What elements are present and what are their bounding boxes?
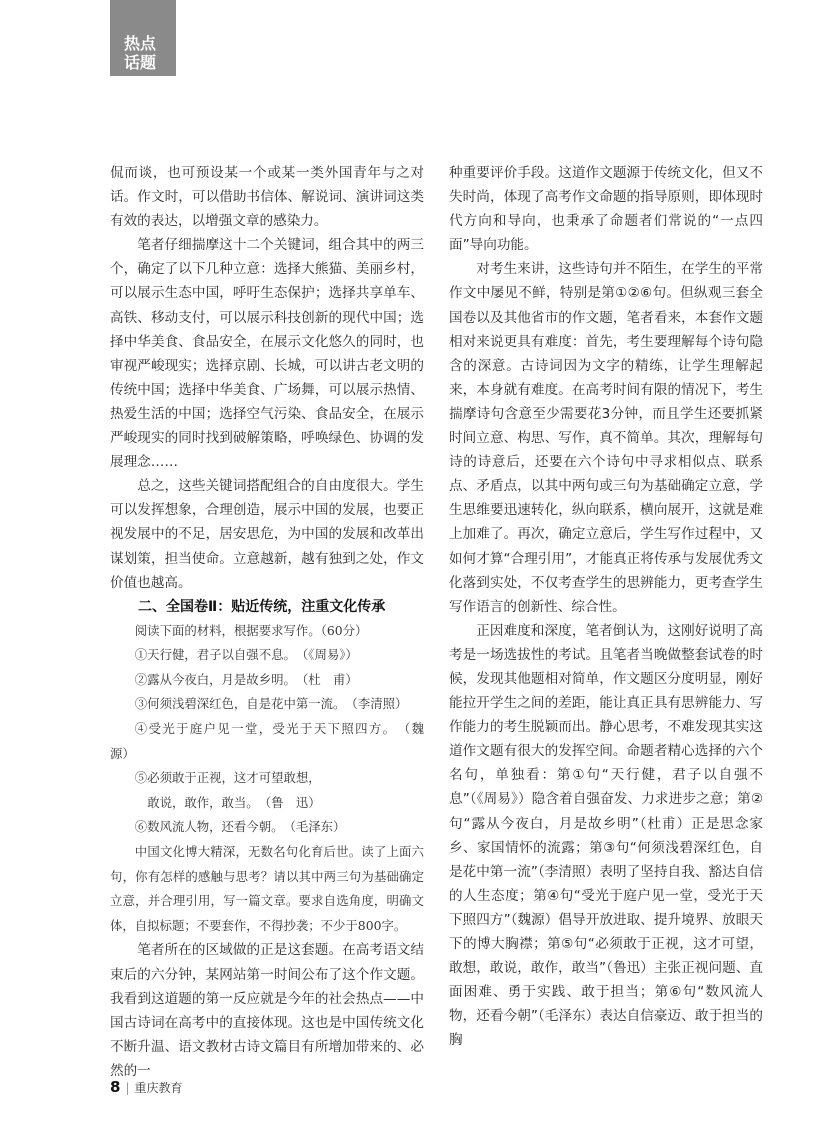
paragraph: 种重要评价手段。这道作文题源于传统文化，但又不失时尚，体现了高考作文命题的指导原则，即体现时代方向和导向，也秉承了命题者们常说的“一点四面”导向功能。 — [449, 165, 763, 254]
footer-divider: | — [125, 1081, 130, 1095]
paragraph: 侃而谈，也可预设某一个或某一类外国青年与之对话。作文时，可以借助书信体、解说词、演讲词这类有效的表达，以增强文章的感染力。 — [110, 165, 424, 230]
paragraph: 笔者所在的区域做的正是这套题。在高考语文结束后的六分钟，某网站第一时间公布了这个作文题。我看到这道题的第一反应就是今年的社会热点——中国古诗词在高考中的直接体现。这也是中国传统文化不断升温、语文教材古诗文篇目有所增加带来的、必然的一 — [110, 942, 424, 1079]
section-tag — [110, 0, 176, 76]
question-intro: 阅读下面的材料，根据要求写作。（60分） — [134, 622, 368, 638]
section-tag-line-2: 话题 — [124, 53, 157, 72]
quote-item: ⑥数风流人物，还看今朝。 （毛泽东） — [134, 819, 346, 835]
page-number: 8 — [110, 1078, 121, 1096]
journal-name: 重庆教育 — [134, 1081, 183, 1095]
paragraph: 笔者仔细揣摩这十二个关键词，组合其中的两三个，确定了以下几种立意：选择大熊猫、美丽乡村，可以展示生态中国，呼吁生态保护；选择共享单车、高铁、移动支付，可以展示科技创新的现代中国；选择中华美食、食品安全，在展示文化悠久的同时，也审视严峻现实；选择京剧、长城，可以讲古老文明的传统中国；选择中华美食、广场舞，可以展示热情、热爱生活的中国；选择空气污染、食品安全，在展示严峻现实的同时找到破解策略，呼唤绿色、协调的发展理念…… — [110, 237, 424, 471]
paragraph: 正因难度和深度，笔者倒认为，这刚好说明了高考是一场选拔性的考试。且笔者当晚做整套试卷的时候，发现其他题相对简单，作文题区分度明显，刚好能拉开学生之间的差距，能让真正具有思辨能力、写作能力的考生脱颖而出。静心思考，不难发现其实这道作文题有很大的发挥空间。命题者精心选择的六个名句，单独看：第①句“天行健，君子以自强不息”（《周易》）隐含着自强奋发、力求进步之意；第②句“露从今夜白，月是故乡明”（杜甫）正是思念家乡、家国情怀的流露；第③句“何须浅碧深红色，自是花中第一流”（李清照）表明了坚持自我、豁达自信的人生态度；第④句“受光于庭户见一堂，受光于天下照四方”（魏源）倡导开放进取、提升境界、放眼天下的博大胸襟；第⑤句“必须敢于正视，这才可望，敢想，敢说，敢作，敢当”（鲁迅）主张正视问题、直面困难、勇于实践、敢于担当；第⑥句“数风流人物，还看今朝”（毛泽东）表达自信豪迈、敢于担当的胸 — [449, 622, 763, 1049]
paragraph: 对考生来讲，这些诗句并不陌生，在学生的平常作文中屡见不鲜，特别是第①②⑥句。但纵观三套全国卷以及其他省市的作文题，笔者看来，本套作文题相对来说更具有难度：首先，考生要理解每个诗句隐含的深意。古诗词因为文字的精练，让学生理解起来，本身就有难度。在高考时间有限的情况下，考生揣摩诗句含意至少需要花3分钟，而且学生还要抓紧时间立意、构思、写作，真不简单。其次，理解每句诗的诗意后，还要在六个诗句中寻求相似点、联系点、矛盾点，以其中两句或三句为基础确定立意，学生思维要迅速转化，纵向联系，横向展开，这就是难上加难了。再次，确定立意后，学生写作过程中，又如何才算“合理引用”，才能真正将传承与发展优秀文化落到实处，不仅考查学生的思辨能力，更考查学生写作语言的创新性、综合性。 — [449, 261, 763, 615]
right-column — [449, 161, 763, 1052]
quote-item: ①天行健，君子以自强不息。 （《周易》） — [134, 647, 358, 663]
paragraph: 总之，这些关键词搭配组合的自由度很大。学生可以发挥想象，合理创造，展示中国的发展，也要正视发展中的不足，居安思危，为中国的发展和改革出谋划策，担当使命。立意越新，越有独到之处，作文价值也越高。 — [110, 478, 424, 591]
page-footer — [110, 1078, 183, 1096]
left-column — [110, 161, 437, 1083]
section-tag-line-1: 热点 — [124, 34, 157, 53]
question-requirements: 中国文化博大精深，无数名句化育后世。读了上面六句，你有怎样的感触与思考？请以其中两三句为基础确定立意，并合理引用，写一篇文章。要求自选角度，明确文体，自拟标题；不要套作，不得抄袭；不少于800字。 — [110, 844, 424, 933]
quote-item: ②露从今夜白，月是故乡明。 （杜 甫） — [134, 671, 358, 687]
quote-item: ⑤必须敢于正视，这才可望敢想， — [134, 770, 321, 786]
quote-item: ④受光于庭户见一堂，受光于天下照四方。 （魏 源） — [110, 721, 437, 761]
quote-item: 敢说，敢作，敢当。 （鲁 迅） — [147, 794, 321, 810]
quote-item: ③何须浅碧深红色，自是花中第一流。 （李清照） — [134, 696, 408, 712]
section-heading: 二、全国卷Ⅱ：贴近传统，注重文化传承 — [138, 598, 386, 615]
